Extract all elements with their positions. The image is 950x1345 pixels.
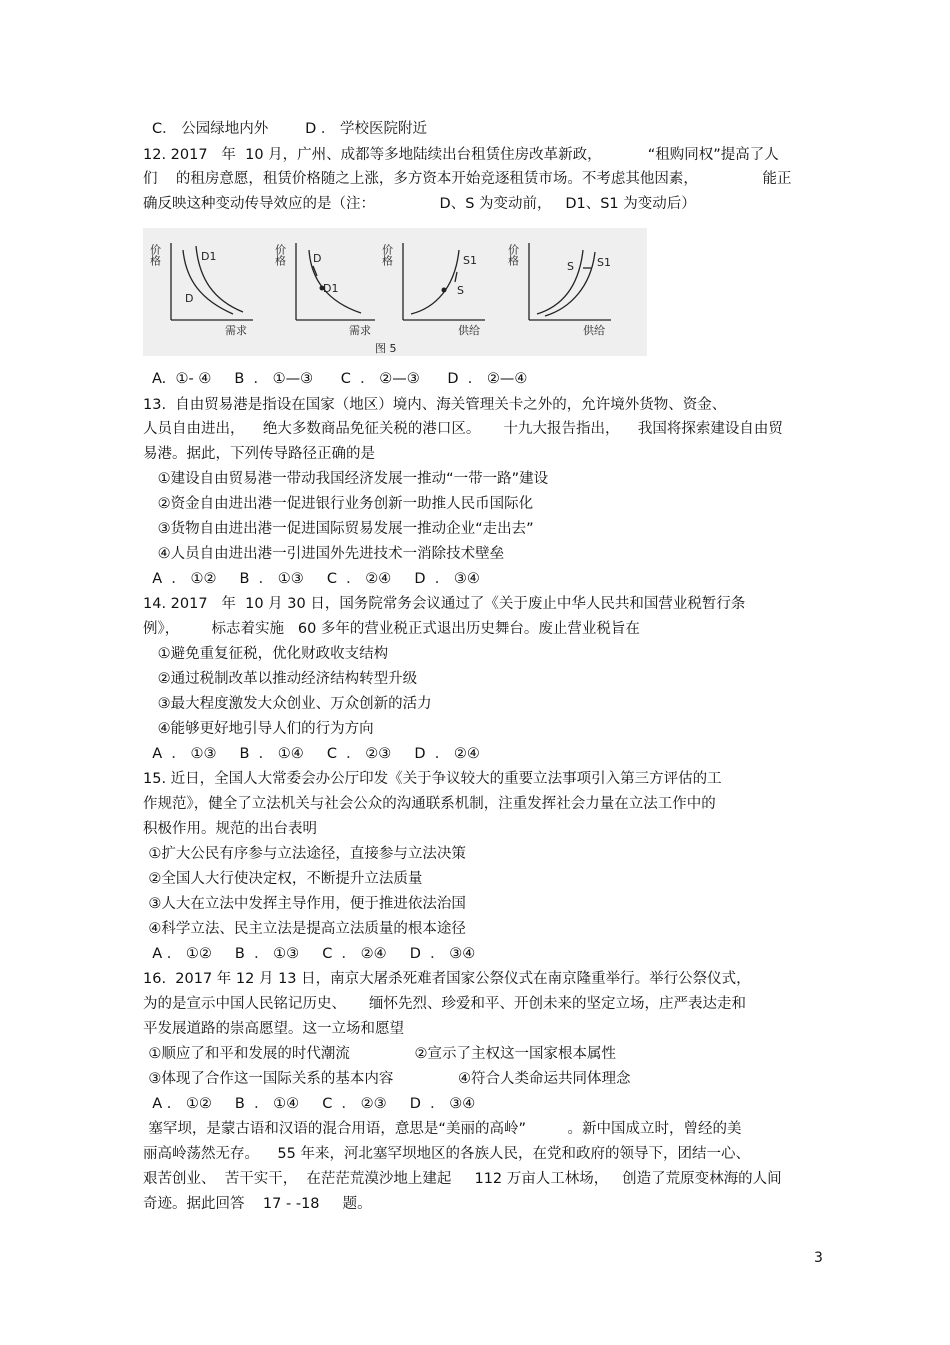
question-13-line-3: 易港。据此，下列传导路径正确的是	[143, 446, 375, 462]
panel-4-curve-a: S	[567, 260, 574, 273]
question-14-item-2: ②通过税制改革以推动经济结构转型升级	[130, 671, 418, 687]
question-15-line-3: 积极作用。规范的出台表明	[143, 821, 317, 837]
question-16-line-1: 16. 2017 年 12 月 13 日，南京大屠杀死难者国家公祭仪式在南京隆重举行。举行公祭仪式，	[143, 971, 751, 987]
question-14-line-2: 例》， 标志着实施 60 多年的营业税正式退出历史舞台。废止营业税旨在	[143, 621, 640, 637]
figure-5	[143, 228, 647, 356]
passage-line-1: 塞罕坝，是蒙古语和汉语的混合用语，意思是“美丽的高岭” 。新中国成立时，曾经的美	[130, 1121, 742, 1137]
question-12-line-1: 12. 2017 年 10 月，广州、成都等多地陆续出台租赁住房改革新政， “租购同权”提高了人	[143, 147, 779, 163]
figure-caption: 图 5	[375, 342, 397, 355]
question-15-item-3: ③人大在立法中发挥主导作用，便于推进依法治国	[130, 896, 466, 912]
question-15-item-4: ④科学立法、民主立法是提高立法质量的根本途径	[130, 921, 466, 937]
panel-1-curve-a: D1	[201, 250, 217, 263]
panel-2-curve-a: D	[313, 252, 322, 265]
question-13-item-1: ①建设自由贸易港一带动我国经济发展一推动“一带一路”建设	[130, 471, 549, 487]
passage-line-3: 艰苦创业、 苦干实干， 在茫茫荒漠沙地上建起 112 万亩人工林场， 创造了荒原变林海的人间	[143, 1171, 782, 1187]
question-13-item-4: ④人员自由进出港一引进国外先进技术一消除技术壁垒	[130, 546, 505, 562]
question-13-item-2: ②资金自由进出港一促进银行业务创新一助推人民币国际化	[130, 496, 534, 512]
question-13-line-2: 人员自由进出， 绝大多数商品免征关税的港口区。 十九大报告指出， 我国将探索建设自由贸	[143, 421, 783, 437]
panel-1-y-label: 价格	[148, 244, 162, 266]
option-line-11: C． 公园绿地内外 D ． 学校医院附近	[152, 121, 427, 137]
question-16-items-3-4: ③体现了合作这一国际关系的基本内容 ④符合人类命运共同体理念	[130, 1071, 631, 1087]
question-16-line-2: 为的是宣示中国人民铭记历史、 缅怀先烈、珍爱和平、开创未来的坚定立场，庄严表达走和	[143, 996, 747, 1012]
question-14-item-3: ③最大程度激发大众创业、万众创新的活力	[130, 696, 432, 712]
passage-line-4: 奇迹。据此回答 17 - -18 题。	[143, 1196, 372, 1212]
question-15-line-1: 15. 近日，全国人大常委会办公厅印发《关于争议较大的重要立法事项引入第三方评估的工	[143, 771, 722, 787]
panel-4-y-label: 价格	[506, 244, 520, 266]
question-15-line-2: 作规范》，健全了立法机关与社会公众的沟通联系机制，注重发挥社会力量在立法工作中的	[143, 796, 716, 812]
question-16-options: A ． ①② B ． ①④ C ． ②③ D ． ③④	[143, 1096, 476, 1112]
panel-3-curve-b: S	[457, 284, 464, 297]
panel-1-x-label: 需求	[225, 324, 247, 337]
question-12-line-2: 们 的租房意愿，租赁价格随之上涨，多方资本开始竞逐租赁市场。不考虑其他因素， 能正	[143, 171, 792, 187]
panel-3-curve-a: S1	[463, 254, 477, 267]
panel-2-y-label: 价格	[273, 244, 287, 266]
panel-3-y-label: 价格	[380, 244, 394, 266]
panel-1-curve-b: D	[185, 292, 194, 305]
panel-3-x-label: 供给	[458, 324, 480, 337]
question-12-options: A. ①- ④ B ． ①—③ C ． ②—③ D ． ②—④	[152, 371, 528, 387]
panel-2-curve-b: D1	[323, 282, 339, 295]
question-14-item-4: ④能够更好地引导人们的行为方向	[130, 721, 374, 737]
question-14-line-1: 14. 2017 年 10 月 30 日，国务院常务会议通过了《关于废止中华人民共和国营业税暂行条	[143, 596, 746, 612]
panel-2-x-label: 需求	[349, 324, 371, 337]
question-15-item-1: ①扩大公民有序参与立法途径，直接参与立法决策	[130, 846, 466, 862]
panel-4-x-label: 供给	[583, 324, 605, 337]
page-number: 3	[814, 1250, 823, 1266]
question-14-options: A ． ①③ B ． ①④ C ． ②③ D ． ②④	[143, 746, 480, 762]
question-16-items-1-2: ①顺应了和平和发展的时代潮流 ②宣示了主权这一国家根本属性	[130, 1046, 616, 1062]
question-13-options: A ． ①② B ． ①③ C ． ②④ D ． ③④	[143, 571, 480, 587]
question-14-item-1: ①避免重复征税，优化财政收支结构	[130, 646, 389, 662]
question-15-item-2: ②全国人大行使决定权，不断提升立法质量	[130, 871, 423, 887]
question-12-line-3: 确反映这种变动传导效应的是（注： D、S 为变动前， D1、S1 为变动后）	[143, 196, 696, 212]
question-16-line-3: 平发展道路的崇高愿望。这一立场和愿望	[143, 1021, 404, 1037]
question-15-options: A ． ①② B ． ①③ C ． ②④ D ． ③④	[143, 946, 476, 962]
question-13-line-1: 13. 自由贸易港是指设在国家（地区）境内、海关管理关卡之外的，允许境外货物、资金、	[143, 397, 727, 413]
question-13-item-3: ③货物自由进出港一促进国际贸易发展一推动企业“走出去”	[130, 521, 534, 537]
passage-line-2: 丽高岭荡然无存。 55 年来，河北塞罕坝地区的各族人民，在党和政府的领导下，团结一心、	[143, 1146, 750, 1162]
panel-4-curve-b: S1	[597, 256, 611, 269]
demand-supply-diagrams	[143, 228, 647, 356]
